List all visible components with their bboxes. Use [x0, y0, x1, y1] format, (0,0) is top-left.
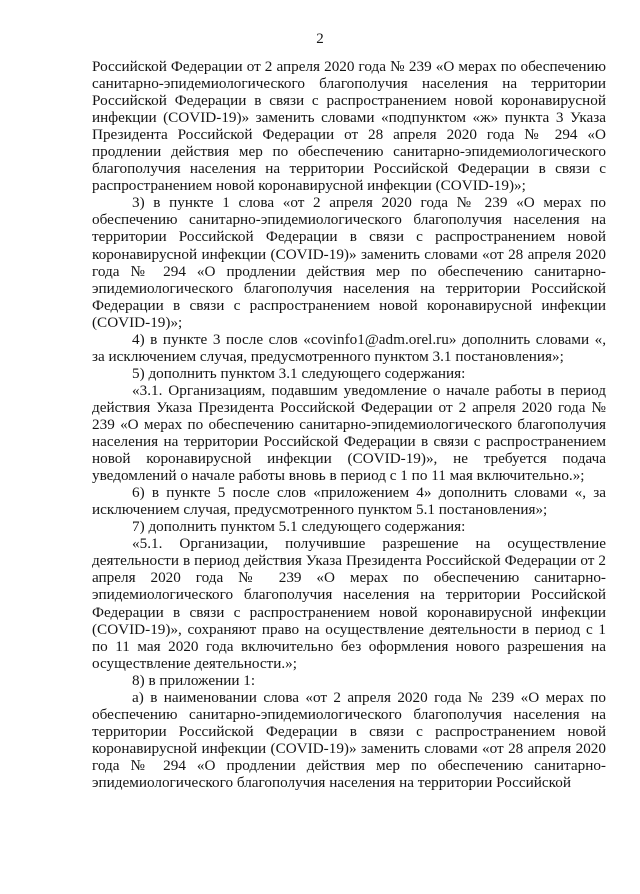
paragraph-item-3: 3) в пункте 1 слова «от 2 апреля 2020 года № 239 «О мерах по обеспечению санитарно-эпидемиологического благополучия населения на территории Российской Федерации в связи с распространением новой коронавирусной инфекции (COVID-19)» заменить словами «от 28 апреля 2020 года № 294 «О продлении действия мер по обеспечению санитарно-эпидемиологического благополучия населения на территории Российской Федерации в связи с распространением новой коронавирусной инфекции (COVID-19)»;: [92, 194, 606, 331]
paragraph-item-6: 6) в пункте 5 после слов «приложением 4» дополнить словами «, за исключением случая, предусмотренного пунктом 5.1 постановления»;: [92, 484, 606, 519]
paragraph-continuation: Российской Федерации от 2 апреля 2020 года № 239 «О мерах по обеспечению санитарно-эпидемиологического благополучия населения на территории Российской Федерации в связи с распространением новой коронавирусной инфекции (COVID-19)» заменить словами «подпунктом «ж» пункта 3 Указа Президента Российской Федерации от 28 апреля 2020 года № 294 «О продлении действия мер по обеспечению санитарно-эпидемиологического благополучия населения на территории Российской Федерации в связи с распространением новой коронавирусной инфекции (COVID-19)»;: [92, 58, 606, 195]
page-number: 2: [316, 31, 324, 47]
paragraph-item-7: 7) дополнить пунктом 5.1 следующего содержания:: [132, 518, 466, 536]
paragraph-item-4: 4) в пункте 3 после слов «covinfo1@adm.orel.ru» дополнить словами «, за исключением случая, предусмотренного пунктом 3.1 постановления»;: [92, 330, 606, 365]
paragraph-item-8: 8) в приложении 1:: [132, 671, 256, 689]
document-body: [92, 58, 606, 791]
paragraph-subitem-a: а) в наименовании слова «от 2 апреля 2020 года № 239 «О мерах по обеспечению санитарно-эпидемиологического благополучия населения на территории Российской Федерации в связи с распространением новой коронавирусной инфекции (COVID-19)» заменить словами «от 28 апреля 2020 года № 294 «О продлении действия мер по обеспечению санитарно-эпидемиологического благополучия населения на территории Российской: [92, 688, 606, 791]
paragraph-clause-5-1: «5.1. Организации, получившие разрешение на осуществление деятельности в период действия Указа Президента Российской Федерации от 2 апреля 2020 года № 239 «О мерах по обеспечению санитарно-эпидемиологического благополучия населения на территории Российской Федерации в связи с распространением новой коронавирусной инфекции (COVID-19)», сохраняют право на осуществление деятельности в период с 1 по 11 мая 2020 года включительно без оформления нового разрешения на осуществление деятельности.»;: [92, 535, 606, 672]
paragraph-clause-3-1: «3.1. Организациям, подавшим уведомление о начале работы в период действия Указа Президента Российской Федерации от 2 апреля 2020 года № 239 «О мерах по обеспечению санитарно-эпидемиологического благополучия населения на территории Российской Федерации в связи с распространением новой коронавирусной инфекции (COVID-19)», не требуется подача уведомлений о начале работы вновь в период с 1 по 11 мая включительно.»;: [92, 381, 606, 485]
paragraph-item-5: 5) дополнить пунктом 3.1 следующего содержания:: [132, 364, 466, 382]
